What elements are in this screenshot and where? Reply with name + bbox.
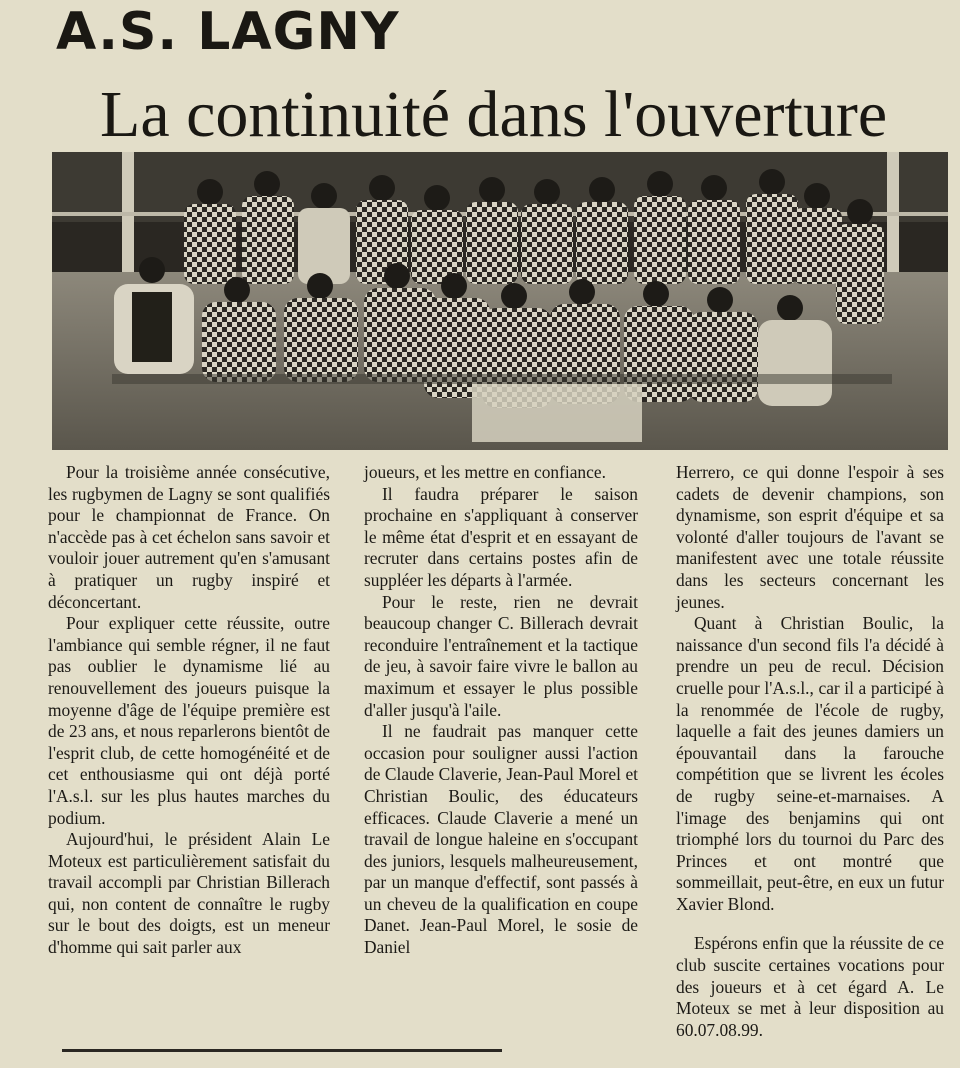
article-column-3 [676, 462, 944, 1041]
footer-rule [62, 1049, 502, 1052]
paragraph: Pour expliquer cette réussite, outre l'ambiance qui semble régner, il ne faut pas oublier le dynamisme lié au renouvellement des joueurs puisque la moyenne d'âge de l'équipe première est de 23 ans, et nous reparlerons bientôt de l'esprit club, de cette homogénéité et de cet enthousiasme qui ont déjà porté l'A.s.l. sur les plus hautes marches du podium. [48, 613, 330, 828]
paragraph: Pour la troisième année consécutive, les rugbymen de Lagny se sont qualifiés pour le championnat de France. On n'accède pas à cet échelon sans savoir et vouloir jouer autrement qu'en s'amusant à pratiquer un rugby inspiré et déconcertant. [48, 462, 330, 612]
article-column-1 [48, 462, 330, 959]
paragraph: joueurs, et les mettre en confiance. [364, 462, 606, 482]
article-headline: La continuité dans l'ouverture [100, 78, 888, 151]
paragraph: Herrero, ce qui donne l'espoir à ses cadets de devenir champions, son dynamisme, son esprit d'équipe et sa volonté d'aller toujours de l'avant se manifestent avec une totale réussite dans les secteurs concernant les jeunes. [676, 462, 944, 612]
paragraph: Il faudra préparer le saison prochaine en s'appliquant à conserver le même état d'esprit et en essayant de recruter dans certains postes afin de suppléer les départs à l'armée. [364, 483, 638, 590]
team-photo [52, 152, 948, 450]
paragraph: Il ne faudrait pas manquer cette occasion pour souligner aussi l'action de Claude Claverie, Jean-Paul Morel et Christian Boulic, des éducateurs efficaces. Claude Claverie a mené un travail de longue haleine en s'occupant des juniors, lesquels malheureusement, par un manque d'effectif, sont passés à un cheveu de la qualification en coupe Danet. Jean-Paul Morel, le sosie de Daniel [364, 721, 638, 958]
paragraph: Aujourd'hui, le président Alain Le Moteux est particulièrement satisfait du travail accompli par Christian Billerach qui, non content de connaître le rugby sur le bout des doigts, est un meneur d'homme qui sait parler aux [48, 829, 330, 958]
paragraph: Pour le reste, rien ne devrait beaucoup changer C. Billerach devrait reconduire l'entraînement et la tactique de jeu, à savoir faire vivre le ballon au maximum et essayer le plus possible d'aller jusqu'à l'aile. [364, 591, 638, 720]
paragraph: Quant à Christian Boulic, la naissance d'un second fils l'a décidé à prendre un peu de recul. Décision cruelle pour l'A.s.l., car il a participé à la renommée de l'école de rugby, laquelle a fait des jeunes damiers un épouvantail dans la farouche compétition que se livrent les écoles de rugby seine-et-marnaises. A l'image des benjamins qui ont triomphé lors du tournoi du Parc des Princes et ont montré que sommeillait, peut-être, en eux un futur Xavier Blond. [676, 613, 944, 914]
article-kicker: A.S. LAGNY [56, 2, 400, 62]
article-column-2 [364, 462, 638, 959]
paragraph: Espérons enfin que la réussite de ce club suscite certaines vocations pour des joueurs et à cet égard A. Le Moteux se met à leur disposition au 60.07.08.99. [676, 933, 944, 1040]
